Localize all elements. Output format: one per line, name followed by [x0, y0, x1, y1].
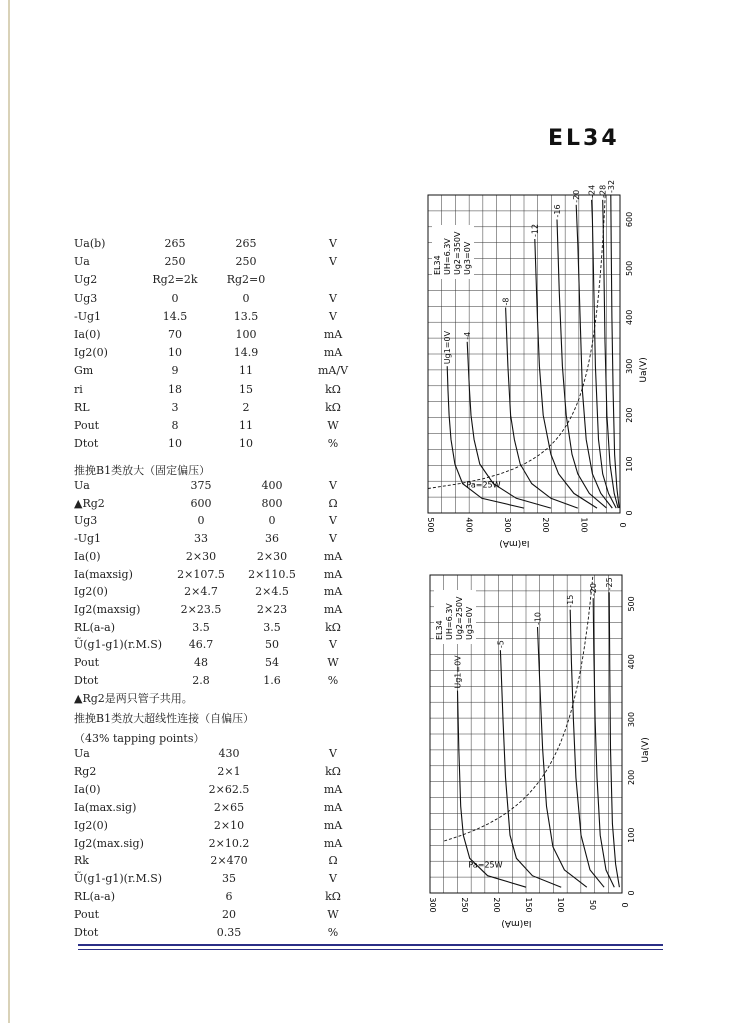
- param-value-2: 250: [235, 255, 257, 269]
- table-row: [74, 637, 374, 653]
- param-value: 430: [218, 747, 240, 760]
- y-tick-label: 250: [460, 897, 469, 913]
- param-value-1: 265: [164, 237, 186, 250]
- param-unit: W: [327, 419, 339, 432]
- param-value-2: 800: [261, 496, 283, 510]
- series-label: -16: [553, 204, 563, 218]
- table-row: [74, 836, 374, 852]
- y-tick-label: 400: [464, 517, 474, 533]
- param-label: Ig2(max.sig): [74, 836, 144, 850]
- param-value: 2×10.2: [208, 836, 250, 850]
- x-tick-label: 500: [625, 260, 634, 277]
- y-axis-label: Ia(mA): [499, 538, 530, 548]
- param-value-2: 0: [242, 291, 250, 305]
- param-value: 20: [222, 908, 236, 922]
- param-value: 2×470: [210, 854, 248, 868]
- table-row: [74, 673, 374, 689]
- param-unit: W: [327, 656, 339, 669]
- param-unit: kΩ: [325, 764, 341, 778]
- legend-entry: UH=6.3V: [443, 238, 452, 275]
- table-row: [74, 272, 374, 288]
- param-label: Ug3: [74, 514, 98, 528]
- param-unit: V: [329, 747, 337, 760]
- param-unit: W: [327, 908, 339, 922]
- param-label: Pout: [74, 419, 100, 432]
- section-title-class-b1: 推挽B1类放大（固定偏压）: [74, 464, 211, 477]
- param-value-2: 400: [261, 479, 283, 492]
- param-value-2: 1.6: [263, 673, 281, 687]
- chart-ug2-250v: [410, 570, 655, 928]
- series-line: [538, 627, 587, 887]
- param-label: -Ug1: [74, 309, 102, 323]
- param-unit: V: [329, 479, 337, 492]
- y-tick-label: 300: [428, 897, 437, 913]
- param-value-2: 13.5: [233, 309, 259, 323]
- legend-entry: EL34: [435, 620, 444, 640]
- table-row: [74, 764, 374, 780]
- y-tick-label: 0: [620, 902, 629, 908]
- param-label: RL(a-a): [74, 620, 116, 634]
- table-row: [74, 853, 374, 869]
- param-value-2: 2×4.5: [255, 585, 289, 599]
- param-value: 2×1: [217, 764, 241, 778]
- x-tick-label: 300: [625, 358, 634, 374]
- param-label: Ig2(0): [74, 818, 108, 832]
- param-unit: kΩ: [325, 620, 341, 634]
- x-axis-label: Ua(V): [641, 737, 651, 763]
- param-label: Ia(0): [74, 328, 101, 341]
- param-value-2: 50: [265, 638, 279, 652]
- series-label: Ug1=0V: [443, 330, 453, 365]
- table-row: [74, 584, 374, 600]
- param-unit: kΩ: [325, 382, 341, 396]
- series-label: -15: [566, 594, 576, 608]
- param-value-2: 36: [265, 532, 279, 546]
- param-value-2: 2×110.5: [248, 567, 296, 581]
- table-row: [74, 478, 374, 494]
- table-row: [74, 254, 374, 270]
- param-label: Ua(b): [74, 237, 106, 250]
- param-label: ▲Rg2: [74, 496, 105, 510]
- param-value-2: 100: [235, 328, 257, 341]
- legend-entry: Ug3=0V: [463, 241, 472, 275]
- x-tick-label: 600: [625, 211, 634, 228]
- param-label: Ig2(0): [74, 346, 108, 360]
- series-label: Ug1=0V: [453, 655, 463, 689]
- series-line: [535, 239, 597, 508]
- param-unit: V: [329, 291, 337, 305]
- param-unit: mA: [323, 800, 343, 814]
- param-value: 2×10: [213, 818, 245, 832]
- param-value-1: 9: [171, 364, 179, 378]
- table-row: [74, 418, 374, 434]
- param-value-1: 10: [168, 437, 182, 451]
- param-value-2: 2×23: [256, 602, 288, 616]
- series-line: [609, 592, 619, 887]
- y-tick-label: 100: [556, 897, 565, 913]
- param-label: Gm: [74, 364, 94, 378]
- section-subtitle-tapping: （43% tapping points）: [74, 732, 205, 745]
- param-unit: %: [327, 926, 339, 939]
- param-value: 2×62.5: [208, 782, 250, 796]
- x-tick-label: 400: [625, 309, 634, 325]
- param-value-2: 11: [239, 364, 253, 378]
- param-value: 0.35: [216, 926, 242, 939]
- table-row: [74, 513, 374, 529]
- param-unit: V: [329, 638, 337, 652]
- param-unit: V: [329, 309, 337, 323]
- param-unit: V: [329, 237, 337, 250]
- table-row: [74, 925, 374, 941]
- table-row: [74, 549, 374, 565]
- param-unit: mA/V: [318, 364, 349, 378]
- param-value-1: 3: [171, 400, 179, 414]
- param-unit: %: [327, 673, 339, 687]
- param-value-1: 48: [194, 656, 208, 669]
- param-value-1: 2.8: [192, 673, 210, 687]
- table-row: [74, 818, 374, 834]
- param-unit: kΩ: [325, 890, 341, 904]
- series-label: -20: [572, 189, 582, 203]
- table-row: [74, 236, 374, 252]
- table-row: [74, 496, 374, 512]
- table-row: [74, 746, 374, 762]
- param-label: Ug2: [74, 273, 98, 287]
- y-tick-label: 100: [579, 517, 589, 533]
- table-row: [74, 602, 374, 618]
- table-row: [74, 382, 374, 398]
- param-label: Pout: [74, 656, 100, 669]
- param-label: Ia(0): [74, 782, 101, 796]
- x-tick-label: 200: [627, 769, 636, 786]
- param-label: RL: [74, 400, 90, 414]
- x-tick-label: 300: [627, 711, 636, 728]
- table-row: [74, 907, 374, 923]
- param-unit: V: [329, 872, 337, 886]
- param-label: Ua: [74, 747, 90, 760]
- series-label: -8: [501, 297, 511, 306]
- param-value-1: 3.5: [192, 620, 210, 634]
- power-limit-label: Pa=25W: [466, 480, 501, 490]
- param-label: -Ug1: [74, 532, 102, 546]
- y-tick-label: 500: [426, 517, 435, 533]
- param-label: Ua: [74, 255, 90, 269]
- y-tick-label: 200: [492, 897, 501, 913]
- param-value: 6: [225, 890, 233, 904]
- param-value-1: 2×23.5: [180, 602, 222, 616]
- param-label: Ia(0): [74, 549, 101, 563]
- legend-entry: Ug2=250V: [455, 596, 464, 640]
- param-unit: V: [329, 255, 337, 269]
- param-value-1: 18: [168, 382, 182, 396]
- param-value-2: 265: [235, 237, 257, 250]
- param-label: Dtot: [74, 437, 99, 451]
- param-value-2: 10: [239, 437, 253, 451]
- param-label: Rg2: [74, 764, 97, 778]
- table-row: [74, 655, 374, 671]
- series-label: -24: [587, 184, 597, 198]
- param-unit: mA: [323, 549, 343, 563]
- param-label: Pout: [74, 908, 100, 922]
- y-tick-label: 0: [618, 522, 627, 528]
- series-line: [576, 205, 612, 508]
- legend-entry: Ug2=350V: [453, 231, 462, 275]
- param-value-2: 2×30: [256, 549, 288, 563]
- table-row: [74, 567, 374, 583]
- y-tick-label: 300: [502, 517, 512, 533]
- note-rg2: ▲Rg2是两只管子共用。: [74, 692, 193, 705]
- param-unit: mA: [323, 346, 343, 360]
- footer-rule: [78, 944, 663, 946]
- series-label: -28: [598, 184, 608, 198]
- footer-rule-thin: [78, 949, 663, 950]
- param-label: Dtot: [74, 673, 99, 687]
- table-row: [74, 889, 374, 905]
- table-row: [74, 620, 374, 636]
- param-value-1: Rg2=2k: [152, 273, 198, 287]
- x-tick-label: 0: [627, 890, 636, 896]
- param-value-1: 600: [190, 496, 212, 510]
- table-row: [74, 782, 374, 798]
- series-label: -32: [606, 179, 616, 193]
- param-unit: mA: [323, 585, 343, 599]
- legend-entry: UH=6.3V: [445, 603, 454, 640]
- table-row: [74, 800, 374, 816]
- series-line: [611, 195, 619, 508]
- series-line: [593, 598, 614, 887]
- section-title-ultralinear: 推挽B1类放大超线性连接（自偏压）: [74, 712, 255, 725]
- page-title: EL34: [548, 126, 620, 151]
- power-limit-label: Pa=25W: [468, 860, 503, 870]
- table-row: [74, 309, 374, 325]
- param-value-1: 2×4.7: [184, 585, 218, 599]
- param-unit: Ω: [328, 496, 338, 510]
- page-edge: [0, 0, 10, 1023]
- param-label: Ũ(g1-g1)(r.M.S): [74, 872, 163, 886]
- param-value-1: 2×30: [185, 549, 217, 563]
- param-unit: mA: [323, 818, 343, 832]
- param-value-1: 33: [194, 532, 208, 546]
- legend-entry: EL34: [433, 255, 442, 275]
- param-value-2: 3.5: [263, 620, 281, 634]
- param-value-2: 15: [239, 382, 253, 396]
- param-label: Ia(maxsig): [74, 567, 133, 581]
- param-value: 35: [222, 872, 236, 886]
- param-value-1: 250: [164, 255, 186, 269]
- series-line: [506, 308, 578, 509]
- param-unit: mA: [323, 567, 343, 581]
- x-tick-label: 100: [625, 456, 634, 472]
- param-value-1: 2×107.5: [177, 567, 225, 581]
- param-label: Ua: [74, 479, 90, 492]
- chart-legend: [432, 225, 474, 279]
- param-value-2: Rg2=0: [226, 273, 266, 287]
- series-line: [500, 650, 561, 887]
- param-value-2: 11: [239, 419, 253, 432]
- x-tick-label: 100: [627, 827, 636, 843]
- param-value: 2×65: [213, 800, 245, 814]
- table-row: [74, 363, 374, 379]
- legend-entry: Ug3=0V: [465, 606, 474, 640]
- param-value-2: 2: [242, 400, 250, 414]
- param-unit: V: [329, 514, 337, 528]
- table-row: [74, 436, 374, 452]
- param-value-1: 8: [171, 419, 179, 432]
- series-label: -4: [463, 331, 473, 340]
- param-value-2: 54: [265, 656, 279, 669]
- param-unit: %: [327, 437, 339, 451]
- param-value-1: 46.7: [188, 638, 214, 652]
- param-value-1: 0: [171, 291, 179, 305]
- series-label: -10: [533, 611, 543, 626]
- param-value-1: 10: [168, 346, 182, 360]
- x-tick-label: 0: [625, 510, 634, 516]
- chart-legend: [434, 590, 476, 644]
- param-value-1: 70: [168, 328, 182, 341]
- table-row: [74, 871, 374, 887]
- param-unit: V: [329, 532, 337, 546]
- x-axis-label: Ua(V): [639, 357, 649, 383]
- param-value-1: 14.5: [162, 309, 188, 323]
- param-unit: mA: [323, 782, 343, 796]
- table-row: [74, 531, 374, 547]
- param-label: Ig2(0): [74, 585, 108, 599]
- param-value-1: 0: [197, 514, 205, 528]
- param-unit: mA: [323, 328, 343, 341]
- y-tick-label: 200: [541, 517, 551, 533]
- table-row: [74, 400, 374, 416]
- series-label: -20: [589, 583, 599, 597]
- table-row: [74, 345, 374, 361]
- y-axis-label: Ia(mA): [501, 918, 532, 928]
- x-tick-label: 400: [627, 654, 636, 670]
- x-tick-label: 500: [627, 596, 636, 612]
- param-value-2: 0: [268, 514, 276, 528]
- param-label: Rk: [74, 854, 89, 868]
- param-label: Ia(max.sig): [74, 800, 137, 814]
- table-row: [74, 291, 374, 307]
- param-label: Ig2(maxsig): [74, 602, 141, 616]
- y-tick-label: 50: [588, 899, 597, 911]
- param-unit: Ω: [328, 854, 338, 868]
- param-value-1: 375: [190, 479, 212, 492]
- param-label: Ũ(g1-g1)(r.M.S): [74, 638, 163, 652]
- param-label: Dtot: [74, 926, 99, 939]
- table-row: [74, 327, 374, 343]
- series-label: -25: [605, 577, 615, 591]
- series-label: -12: [530, 223, 540, 238]
- param-unit: mA: [323, 602, 343, 616]
- chart-ug2-350v: [410, 179, 655, 550]
- series-label: -5: [496, 640, 506, 649]
- param-label: Ug3: [74, 291, 98, 305]
- param-value-2: 14.9: [233, 346, 259, 360]
- param-unit: mA: [323, 836, 343, 850]
- y-tick-label: 150: [524, 897, 533, 913]
- param-unit: kΩ: [325, 400, 341, 414]
- series-line: [570, 610, 604, 888]
- param-label: RL(a-a): [74, 890, 116, 904]
- param-label: ri: [74, 382, 83, 396]
- x-tick-label: 200: [625, 407, 634, 423]
